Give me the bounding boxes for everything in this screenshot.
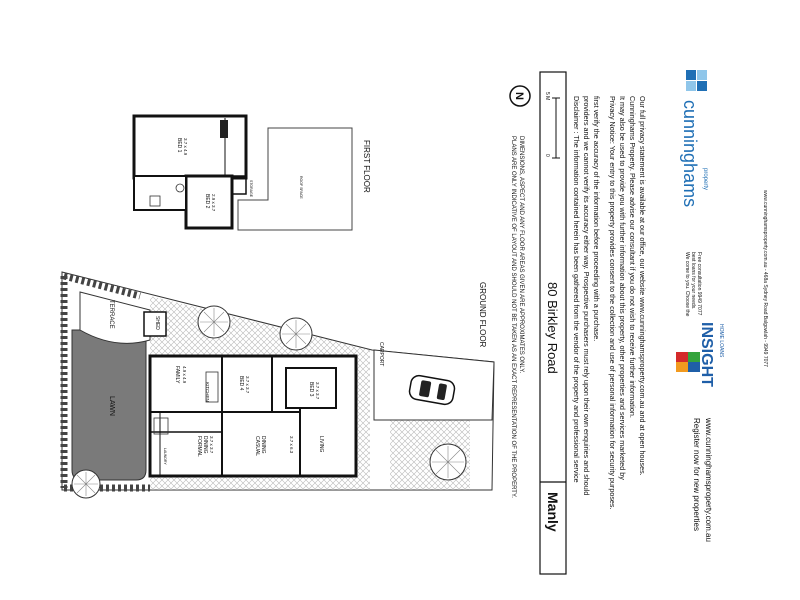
disclaimer-line: first verify the accuracy of the information before proceeding with a purchase. bbox=[592, 96, 601, 342]
scale-start-label: 0 bbox=[544, 154, 550, 157]
tree-icon bbox=[280, 318, 312, 350]
privacy-line: Our full privacy statement is available at our office, our website www.cunninghamsproperty.com.au and at open houses. bbox=[638, 96, 647, 476]
bed3-label: BED 3 bbox=[308, 382, 314, 397]
insight-logo bbox=[676, 322, 724, 387]
formal-dining-dim: 3.7 x 3.7 bbox=[209, 436, 214, 454]
terrace-label: TERRACE bbox=[108, 300, 114, 329]
title-bar bbox=[540, 72, 566, 574]
insight-name: INSIGHT bbox=[698, 322, 715, 387]
bed4-label: BED 4 bbox=[238, 376, 244, 391]
bed1-label: BED 1 bbox=[176, 138, 182, 153]
laundry-label: LAUNDRY bbox=[163, 448, 167, 465]
suburb-title: Manly bbox=[545, 492, 561, 532]
casual-dining-label: CASUAL bbox=[254, 436, 260, 457]
bed1-dim: 3.7 x 4.9 bbox=[183, 138, 188, 156]
kitchen-label: KITCHEN bbox=[205, 382, 210, 402]
tree-icon bbox=[72, 470, 100, 498]
tree-icon bbox=[198, 306, 230, 338]
address-title: 80 Birkley Road bbox=[545, 282, 560, 374]
family-dim: 4.9 x 4.9 bbox=[182, 366, 187, 384]
formal-dining-label: FORMAL bbox=[196, 436, 202, 457]
roof-space-outline bbox=[238, 128, 352, 230]
tree-icon bbox=[430, 444, 466, 480]
bed1-room bbox=[134, 116, 246, 178]
disclaimer-line: providers and we cannot verify its accuracy either way. Prospective purchasers must rely upon their own enquiries and should bbox=[582, 96, 591, 496]
privacy-line: It may also be used to provide you with further information about this property, other properties and services marketed by bbox=[618, 96, 627, 480]
formal-dining-label2: DINING bbox=[202, 436, 208, 454]
shed-label: SHED bbox=[154, 316, 160, 330]
living-dim: 3.7 x 6.3 bbox=[289, 436, 294, 454]
bed2-label: BED 2 bbox=[204, 194, 210, 209]
brand-sub: property bbox=[702, 168, 708, 191]
privacy-line: Cunninghams Property. Please advise our consultant if you do not wish to receive further information. bbox=[628, 96, 637, 418]
living-label: LIVING bbox=[318, 436, 324, 453]
insight-sub: HOME LOANS bbox=[718, 324, 724, 358]
terrace-area bbox=[80, 292, 150, 343]
north-arrow-icon bbox=[510, 86, 530, 106]
first-floor-plan bbox=[134, 116, 352, 230]
bed3-dim: 3.7 x 3.7 bbox=[315, 382, 320, 400]
ground-floor-plan bbox=[62, 272, 494, 498]
svg-text:N: N bbox=[513, 92, 525, 100]
cunninghams-logo bbox=[680, 70, 708, 207]
storage-label: STORAGE bbox=[249, 180, 253, 198]
casual-dining-label2: DINING bbox=[260, 436, 266, 454]
insight-text-line: best loans for your needs. bbox=[690, 252, 696, 310]
register-url: www.cunninghamsproperty.com.au bbox=[704, 418, 713, 542]
bed4-dim: 3.7 x 3.7 bbox=[245, 376, 250, 394]
footer-contact: www.cunninghamsproperty.com.au - 468a Sydney Road Balgowlah - 9949 7077 bbox=[762, 190, 768, 367]
plans-notice-line2: DIMENSIONS, ASPECT AND ANY FLOOR AREAS GIVEN ARE APPROXIMATES ONLY. bbox=[518, 136, 524, 374]
brand-name: cunninghams bbox=[680, 100, 700, 208]
lawn-label: LAWN bbox=[108, 396, 115, 416]
plans-notice-line1: PLANS ARE ONLY INDICATIVE OF LAYOUT AND SHOULD NOT BE TAKEN AS AN EXACT REPRESENTATION OF THE PROPERTY. bbox=[510, 136, 516, 498]
insight-text-line: We come to you. Choose the bbox=[684, 252, 690, 317]
disclaimer-line: Disclaimer : The information contained herein has been gathered from the vendor of the property and professional service bbox=[572, 96, 581, 483]
carport-label: CARPORT bbox=[378, 342, 384, 367]
register-line: Register now for new properties bbox=[692, 418, 701, 531]
ground-floor-label: GROUND FLOOR bbox=[478, 282, 487, 348]
disclaimer-block bbox=[572, 96, 647, 510]
bed2-dim: 2.9 x 3.7 bbox=[211, 194, 216, 212]
scale-end-label: 5 M bbox=[544, 92, 550, 101]
privacy-line: Privacy Notice: Your entry to this property provides consent to the collection and use of personal information for security purposes. bbox=[608, 96, 617, 510]
family-label: FAMILY bbox=[174, 366, 180, 384]
roof-space-label: ROOF SPACE bbox=[299, 176, 303, 199]
insight-text-line: Free consultation 9949 7077 bbox=[696, 252, 702, 316]
first-floor-label: FIRST FLOOR bbox=[362, 140, 371, 193]
